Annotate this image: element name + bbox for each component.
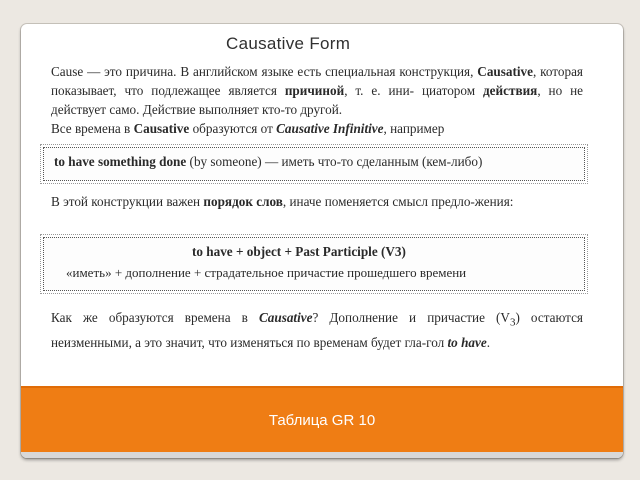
caption-label: Таблица GR 10 [268, 411, 376, 429]
text: ? Дополнение и причастие (V [312, 310, 510, 325]
term-to-have: to have [447, 334, 487, 350]
slide [21, 24, 623, 458]
example-translation: (by someone) — иметь что-то сделанным (кем-либо) [186, 154, 483, 169]
page-title: Causative Form [226, 34, 351, 53]
term-causative: Causative [477, 64, 533, 79]
slide-bottom-bar [21, 452, 623, 458]
subscript: 3 [509, 316, 516, 329]
example-phrase: to have something done [54, 154, 187, 169]
text: , иначе поменяется смысл предло-жения: [282, 194, 514, 209]
intro-paragraph [51, 62, 583, 138]
formula-english: to have + object + Past Participle (V3) [192, 244, 406, 259]
term-word-order: порядок слов [203, 194, 283, 209]
formula-box [43, 237, 585, 291]
term-reason: причиной [284, 83, 345, 98]
text: , но не действует само. Действие выполняет кто-то другой. [51, 83, 584, 117]
tenses-paragraph [51, 308, 583, 352]
text: образуются от [189, 121, 277, 136]
formula-russian: «иметь» + дополнение + страдательное причастие прошедшего времени [66, 265, 467, 280]
text: В этой конструкции важен [51, 194, 204, 209]
text: , например [383, 121, 445, 136]
text: , т. е. ини- [344, 83, 415, 98]
text: Как же образуются времена в [51, 310, 259, 325]
word-order-paragraph [51, 192, 583, 211]
term-action: действия [483, 83, 538, 98]
example-box [43, 147, 585, 181]
term-causative: Causative [258, 310, 313, 325]
text: . [486, 334, 491, 350]
term-causative: Causative [133, 121, 190, 136]
text: Все времена в [51, 121, 134, 136]
caption-banner [21, 386, 623, 452]
term-causative-infinitive: Causative Infinitive [276, 121, 384, 136]
text: циатором [421, 83, 483, 98]
text: , которая показывает, что подлежащее является [51, 64, 583, 98]
text: ) остаются неизменными, а это значит, что изменяться по временам будет гла-гол [51, 310, 584, 350]
textbook-page-image [21, 24, 623, 386]
text: Cause — это причина. В английском языке есть специальная конструкция, [51, 64, 474, 79]
